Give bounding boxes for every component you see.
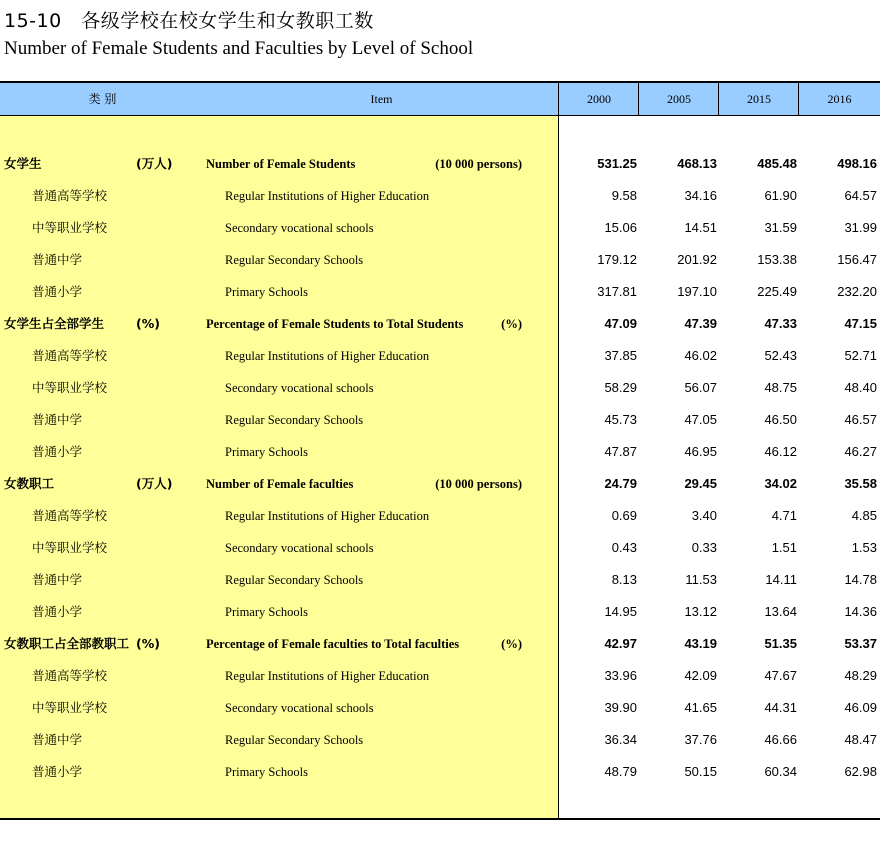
- row-label-en: Regular Institutions of Higher Education: [225, 349, 430, 363]
- cell-value-2016: 4.85: [851, 508, 877, 523]
- header-year-2015: 2015: [747, 92, 771, 106]
- header-category: 类 别: [88, 92, 117, 106]
- row-label-cn: 普通高等学校: [32, 188, 108, 203]
- cell-value-2000: 24.79: [604, 476, 637, 491]
- table-row-category: [0, 308, 880, 340]
- cell-value-2015: 52.43: [764, 348, 797, 363]
- cell-value-2005: 47.39: [684, 316, 717, 331]
- row-unit-cn: (万人): [136, 156, 173, 171]
- row-label-cn: 女教职工占全部教职工: [4, 636, 130, 651]
- table-row: [0, 532, 880, 564]
- table-row: [0, 692, 880, 724]
- header-year-2000: 2000: [587, 92, 611, 106]
- cell-value-2000: 39.90: [604, 700, 637, 715]
- row-label-cn: 普通小学: [32, 604, 83, 619]
- row-label-cn: 女学生: [4, 156, 42, 171]
- cell-value-2005: 42.09: [684, 668, 717, 683]
- cell-value-2016: 31.99: [844, 220, 877, 235]
- cell-value-2000: 58.29: [604, 380, 637, 395]
- cell-value-2016: 48.29: [844, 668, 877, 683]
- table-row: [0, 436, 880, 468]
- cell-value-2000: 0.43: [611, 540, 637, 555]
- cell-value-2016: 14.78: [844, 572, 877, 587]
- cell-value-2005: 46.95: [684, 444, 717, 459]
- row-label-en: Regular Secondary Schools: [225, 413, 364, 427]
- cell-value-2016: 35.58: [844, 476, 877, 491]
- row-unit-en: (10 000 persons): [435, 477, 522, 491]
- cell-value-2005: 46.02: [684, 348, 717, 363]
- cell-value-2005: 43.19: [684, 636, 717, 651]
- row-label-cn: 女教职工: [4, 476, 55, 491]
- row-label-cn: 中等职业学校: [32, 540, 108, 555]
- table-row: [0, 276, 880, 308]
- cell-value-2015: 51.35: [764, 636, 797, 651]
- table-row: [0, 564, 880, 596]
- row-label-cn: 普通高等学校: [32, 348, 108, 363]
- cell-value-2016: 232.20: [837, 284, 877, 299]
- table-row-category: [0, 468, 880, 500]
- row-label-en: Regular Secondary Schools: [225, 573, 364, 587]
- cell-value-2015: 47.67: [764, 668, 797, 683]
- bottom-rule: [0, 818, 880, 820]
- cell-value-2015: 48.75: [764, 380, 797, 395]
- cell-value-2000: 48.79: [604, 764, 637, 779]
- cell-value-2000: 531.25: [597, 156, 637, 171]
- cell-value-2016: 53.37: [844, 636, 877, 651]
- cell-value-2015: 485.48: [757, 156, 797, 171]
- cell-value-2000: 0.69: [611, 508, 637, 523]
- cell-value-2005: 0.33: [691, 540, 717, 555]
- row-label-en: Number of Female Students: [206, 157, 356, 171]
- cell-value-2015: 31.59: [764, 220, 797, 235]
- cell-value-2015: 4.71: [771, 508, 797, 523]
- row-label-en: Regular Institutions of Higher Education: [225, 509, 430, 523]
- row-label-cn: 中等职业学校: [32, 700, 108, 715]
- cell-value-2005: 41.65: [684, 700, 717, 715]
- row-label-en: Regular Secondary Schools: [225, 253, 364, 267]
- table-row: [0, 340, 880, 372]
- cell-value-2016: 46.27: [844, 444, 877, 459]
- cell-value-2000: 179.12: [597, 252, 637, 267]
- cell-value-2000: 37.85: [604, 348, 637, 363]
- cell-value-2015: 153.38: [757, 252, 797, 267]
- row-label-en: Percentage of Female Students to Total Students: [206, 317, 464, 331]
- cell-value-2015: 225.49: [757, 284, 797, 299]
- table-row: [0, 244, 880, 276]
- cell-value-2016: 64.57: [844, 188, 877, 203]
- row-label-cn: 中等职业学校: [32, 380, 108, 395]
- row-unit-cn: (%): [136, 636, 160, 651]
- row-label-en: Primary Schools: [225, 605, 308, 619]
- row-unit-en: (%): [501, 317, 522, 331]
- cell-value-2000: 42.97: [604, 636, 637, 651]
- cell-value-2016: 498.16: [837, 156, 877, 171]
- table-row: [0, 500, 880, 532]
- cell-value-2015: 60.34: [764, 764, 797, 779]
- cell-value-2016: 46.57: [844, 412, 877, 427]
- row-label-cn: 普通小学: [32, 764, 83, 779]
- cell-value-2015: 47.33: [764, 316, 797, 331]
- table-row-category: [0, 628, 880, 660]
- table-row: [0, 660, 880, 692]
- row-label-en: Number of Female faculties: [206, 477, 354, 491]
- cell-value-2000: 8.13: [611, 572, 637, 587]
- table-title-chinese: 15-10 各级学校在校女学生和女教职工数: [4, 10, 374, 32]
- row-label-en: Percentage of Female faculties to Total faculties: [206, 637, 460, 651]
- table-row: [0, 372, 880, 404]
- row-unit-en: (10 000 persons): [435, 157, 522, 171]
- cell-value-2016: 62.98: [844, 764, 877, 779]
- cell-value-2000: 317.81: [597, 284, 637, 299]
- cell-value-2016: 48.40: [844, 380, 877, 395]
- cell-value-2000: 9.58: [611, 188, 637, 203]
- row-label-en: Regular Institutions of Higher Education: [225, 669, 430, 683]
- table-header: [0, 83, 880, 116]
- cell-value-2005: 11.53: [685, 572, 717, 587]
- cell-value-2015: 34.02: [764, 476, 797, 491]
- row-unit-cn: (%): [136, 316, 160, 331]
- row-unit-en: (%): [501, 637, 522, 651]
- cell-value-2000: 15.06: [604, 220, 637, 235]
- cell-value-2015: 14.11: [765, 572, 797, 587]
- cell-value-2005: 3.40: [691, 508, 717, 523]
- cell-value-2015: 44.31: [764, 700, 797, 715]
- header-year-2005: 2005: [667, 92, 691, 106]
- row-label-cn: 普通中学: [32, 732, 83, 747]
- cell-value-2005: 37.76: [684, 732, 717, 747]
- cell-value-2005: 50.15: [684, 764, 717, 779]
- cell-value-2000: 33.96: [604, 668, 637, 683]
- cell-value-2015: 1.51: [771, 540, 797, 555]
- row-label-en: Primary Schools: [225, 765, 308, 779]
- cell-value-2016: 46.09: [844, 700, 877, 715]
- cell-value-2016: 52.71: [844, 348, 877, 363]
- header-divider-3: [798, 83, 799, 115]
- row-label-cn: 普通中学: [32, 412, 83, 427]
- row-label-cn: 普通高等学校: [32, 508, 108, 523]
- row-label-en: Regular Secondary Schools: [225, 733, 364, 747]
- cell-value-2015: 46.66: [764, 732, 797, 747]
- cell-value-2016: 47.15: [844, 316, 877, 331]
- cell-value-2016: 14.36: [844, 604, 877, 619]
- cell-value-2016: 1.53: [851, 540, 877, 555]
- row-label-en: Secondary vocational schools: [225, 381, 374, 395]
- table-row: [0, 596, 880, 628]
- header-divider-1: [638, 83, 639, 115]
- cell-value-2015: 46.12: [764, 444, 797, 459]
- table-row: [0, 724, 880, 756]
- row-label-en: Regular Institutions of Higher Education: [225, 189, 430, 203]
- cell-value-2005: 197.10: [677, 284, 717, 299]
- cell-value-2015: 13.64: [764, 604, 797, 619]
- row-unit-cn: (万人): [136, 476, 173, 491]
- table-row-category: [0, 148, 880, 180]
- cell-value-2005: 14.51: [684, 220, 717, 235]
- table-row: [0, 756, 880, 788]
- row-label-cn: 女学生占全部学生: [4, 316, 105, 331]
- cell-value-2000: 47.87: [604, 444, 637, 459]
- cell-value-2005: 56.07: [684, 380, 717, 395]
- cell-value-2005: 47.05: [684, 412, 717, 427]
- cell-value-2000: 47.09: [604, 316, 637, 331]
- cell-value-2005: 29.45: [684, 476, 717, 491]
- table-row: [0, 212, 880, 244]
- row-label-en: Secondary vocational schools: [225, 221, 374, 235]
- cell-value-2005: 468.13: [677, 156, 717, 171]
- cell-value-2005: 34.16: [684, 188, 717, 203]
- row-label-en: Secondary vocational schools: [225, 541, 374, 555]
- header-year-2016: 2016: [827, 92, 852, 106]
- cell-value-2015: 61.90: [764, 188, 797, 203]
- row-label-cn: 中等职业学校: [32, 220, 108, 235]
- row-label-cn: 普通小学: [32, 444, 83, 459]
- row-label-en: Secondary vocational schools: [225, 701, 374, 715]
- table-title-english: Number of Female Students and Faculties by Level of School: [4, 38, 474, 59]
- cell-value-2000: 14.95: [604, 604, 637, 619]
- table-row: [0, 180, 880, 212]
- cell-value-2016: 156.47: [837, 252, 877, 267]
- header-divider-2: [718, 83, 719, 115]
- row-label-en: Primary Schools: [225, 445, 308, 459]
- cell-value-2000: 36.34: [604, 732, 637, 747]
- cell-value-2005: 201.92: [677, 252, 717, 267]
- row-label-cn: 普通中学: [32, 252, 83, 267]
- row-label-en: Primary Schools: [225, 285, 308, 299]
- row-label-cn: 普通中学: [32, 572, 83, 587]
- cell-value-2016: 48.47: [844, 732, 877, 747]
- row-label-cn: 普通小学: [32, 284, 83, 299]
- cell-value-2005: 13.12: [684, 604, 717, 619]
- cell-value-2000: 45.73: [604, 412, 637, 427]
- table-row: [0, 404, 880, 436]
- row-label-cn: 普通高等学校: [32, 668, 108, 683]
- cell-value-2015: 46.50: [764, 412, 797, 427]
- header-item: Item: [370, 92, 393, 106]
